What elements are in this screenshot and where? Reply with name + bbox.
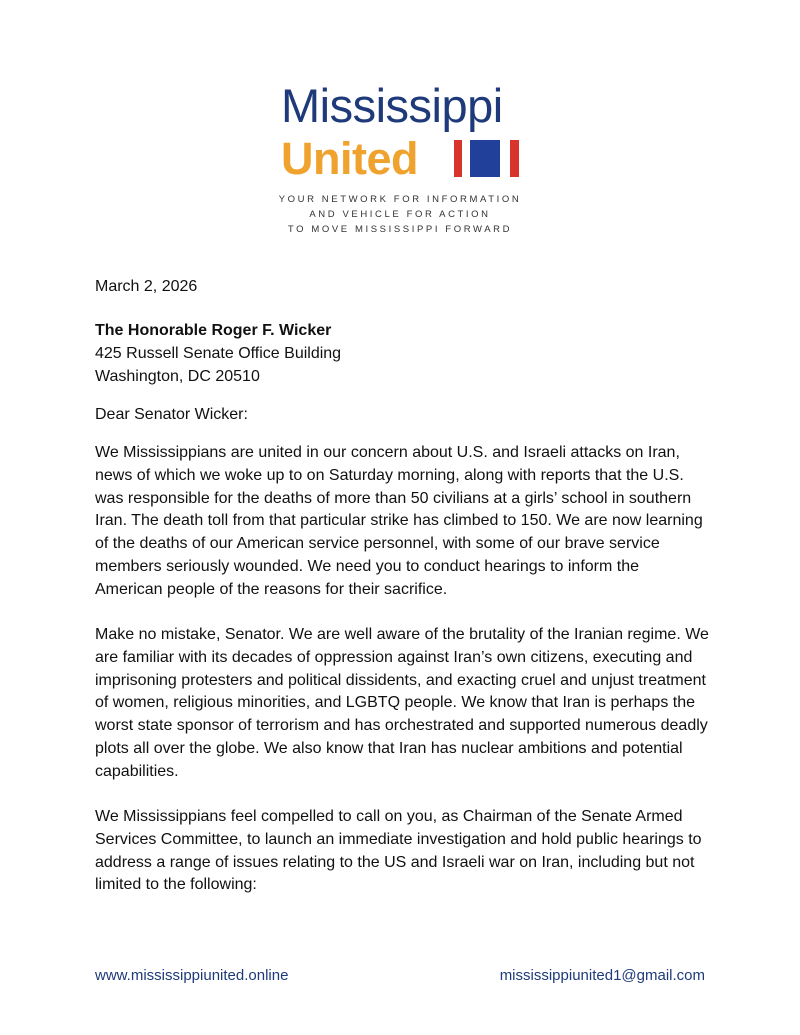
paragraph-line: limited to the following: — [95, 876, 257, 894]
recipient-address-line: Washington, DC 20510 — [95, 367, 260, 385]
body-paragraph-1 — [95, 442, 720, 602]
recipient-name: The Honorable Roger F. Wicker — [95, 322, 332, 339]
paragraph-line: plots all over the globe. We also know that Iran has nuclear ambitions and potential — [95, 739, 683, 757]
logo-tagline — [200, 192, 600, 237]
recipient-address-block — [95, 320, 341, 388]
tagline-line: YOUR NETWORK FOR INFORMATION — [278, 194, 522, 205]
body-paragraph-3 — [95, 806, 720, 897]
tagline-line: TO MOVE MISSISSIPPI FORWARD — [287, 224, 513, 235]
logo-wordmark-mississippi: Mississippi — [281, 79, 503, 132]
paragraph-line: news of which we woke up to on Saturday morning, along with reports that the U.S. — [95, 466, 684, 484]
salutation: Dear Senator Wicker: — [95, 406, 248, 423]
paragraph-line: Services Committee, to launch an immediate investigation and hold public hearings to — [95, 830, 702, 848]
letter-date: March 2, 2026 — [95, 278, 198, 295]
recipient-address-line: 425 Russell Senate Office Building — [95, 344, 342, 362]
paragraph-line: We Mississippians are united in our concern about U.S. and Israeli attacks on Iran, — [95, 444, 680, 461]
paragraph-line: Make no mistake, Senator. We are well aware of the brutality of the Iranian regime. We — [95, 626, 709, 643]
paragraph-line: American people of the reasons for their sacrifice. — [95, 580, 448, 598]
paragraph-line: address a range of issues relating to the US and Israeli war on Iran, including but not — [95, 853, 695, 871]
letterhead — [0, 0, 800, 250]
logo-wordmark-united: United — [281, 133, 418, 184]
paragraph-line: capabilities. — [95, 762, 179, 780]
paragraph-line: We Mississippians feel compelled to call on you, as Chairman of the Senate Armed — [95, 808, 683, 825]
body-paragraph-2 — [95, 624, 720, 784]
paragraph-line: was responsible for the deaths of more than 50 civilians at a girls’ school in southern — [95, 489, 692, 507]
footer-website-link[interactable]: www.mississippiunited.online — [95, 967, 289, 984]
paragraph-line: of women, religious minorities, and LGBTQ people. We know that Iran is perhaps the — [95, 694, 696, 712]
footer-email-link[interactable]: mississippiunited1@gmail.com — [499, 967, 705, 984]
tagline-line: AND VEHICLE FOR ACTION — [309, 209, 491, 220]
flag-bars-icon — [452, 140, 522, 177]
paragraph-line: imprisoning protesters and political dissidents, and exacting cruel and unjust treatment — [95, 671, 706, 689]
paragraph-line: Iran. The death toll from that particular strike has climbed to 150. We are now learning — [95, 512, 703, 530]
paragraph-line: members seriously wounded. We need you to conduct hearings to inform the — [95, 557, 639, 575]
paragraph-line: are familiar with its decades of oppression against Iran’s own citizens, executing and — [95, 648, 693, 666]
paragraph-line: of the deaths of our American service personnel, with some of our brave service — [95, 535, 660, 553]
paragraph-line: worst state sponsor of terrorism and has orchestrated and supported numerous deadly — [95, 717, 708, 735]
